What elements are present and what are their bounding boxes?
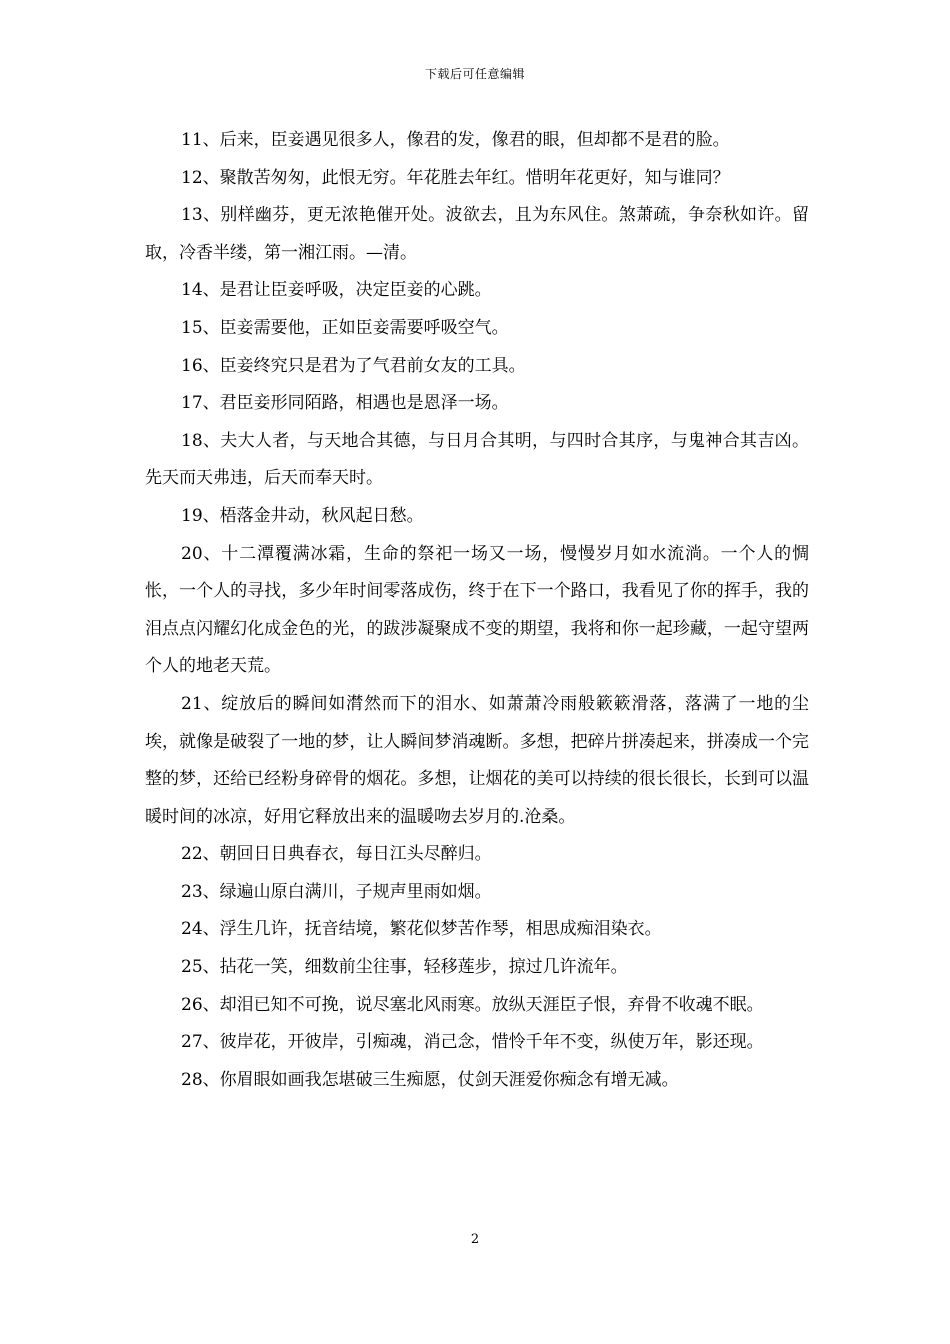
paragraph-14: 14、是君让臣妾呼吸，决定臣妾的心跳。 — [181, 280, 492, 301]
paragraph-21: 21、绽放后的瞬间如潸然而下的泪水、如萧萧冷雨般簌簌滑落，落满了一地的尘埃，就像是破裂了一地的梦，让人瞬间梦消魂断。多想，把碎片拼凑起来，拼凑成一个完整的梦，还给已经粉身碎骨的烟花。多想，让烟花的美可以持续的很长很长，长到可以温暖时间的冰凉，好用它释放出来的温暖吻去岁月的.沧桑。 — [145, 693, 809, 827]
paragraph-23: 23、绿遍山原白满川，子规声里雨如烟。 — [181, 881, 492, 902]
page-number: 2 — [470, 1232, 480, 1247]
paragraph-27: 27、彼岸花，开彼岸，引痴魂，消己念，惜怜千年不变，纵使万年，影还现。 — [181, 1032, 764, 1053]
paragraph-16: 16、臣妾终究只是君为了气君前女友的工具。 — [181, 355, 526, 376]
paragraph-12: 12、聚散苦匆匆，此恨无穷。年花胜去年红。惜明年花更好，知与谁同？ — [181, 167, 730, 188]
paragraph-25: 25、拈花一笑，细数前尘往事，轻移莲步，掠过几许流年。 — [181, 957, 628, 978]
paragraph-20: 20、十二潭覆满冰霜，生命的祭祀一场又一场，慢慢岁月如水流淌。一个人的惆怅，一个人的寻找，多少年时间零落成伤，终于在下一个路口，我看见了你的挥手，我的泪点点闪耀幻化成金色的光，的跋涉凝聚成不变的期望，我将和你一起珍藏，一起守望两个人的地老天荒。 — [145, 543, 809, 677]
paragraph-11: 11、后来，臣妾遇见很多人，像君的发，像君的眼，但却都不是君的脸。 — [181, 130, 730, 150]
paragraph-13: 13、别样幽芬，更无浓艳催开处。波欲去，且为东风住。煞萧疏，争奈秋如许。留取，冷香半缕，第一湘江雨。—清。 — [145, 205, 809, 263]
paragraph-26: 26、却泪已知不可挽，说尽塞北风雨寒。放纵天涯臣子恨，弃骨不收魂不眠。 — [181, 994, 764, 1015]
paragraph-17: 17、君臣妾形同陌路，相遇也是恩泽一场。 — [181, 393, 509, 414]
paragraph-24: 24、浮生几许，抚音结境，繁花似梦苦作琴，相思成痴泪染衣。 — [181, 919, 662, 940]
paragraph-28: 28、你眉眼如画我怎堪破三生痴愿，仗剑天涯爱你痴念有增无减。 — [181, 1069, 679, 1090]
paragraph-19: 19、梧落金井动，秋风起日愁。 — [181, 505, 424, 526]
paragraph-22: 22、朝回日日典春衣，每日江头尽醉归。 — [181, 844, 492, 865]
paragraph-18: 18、夫大人者，与天地合其德，与日月合其明，与四时合其序，与鬼神合其吉凶。先天而天弗违，后天而奉天时。 — [145, 430, 809, 489]
document-body — [145, 122, 809, 1099]
page-header: 下载后可任意编辑 — [424, 67, 525, 81]
paragraph-15: 15、臣妾需要他，正如臣妾需要呼吸空气。 — [181, 317, 509, 338]
